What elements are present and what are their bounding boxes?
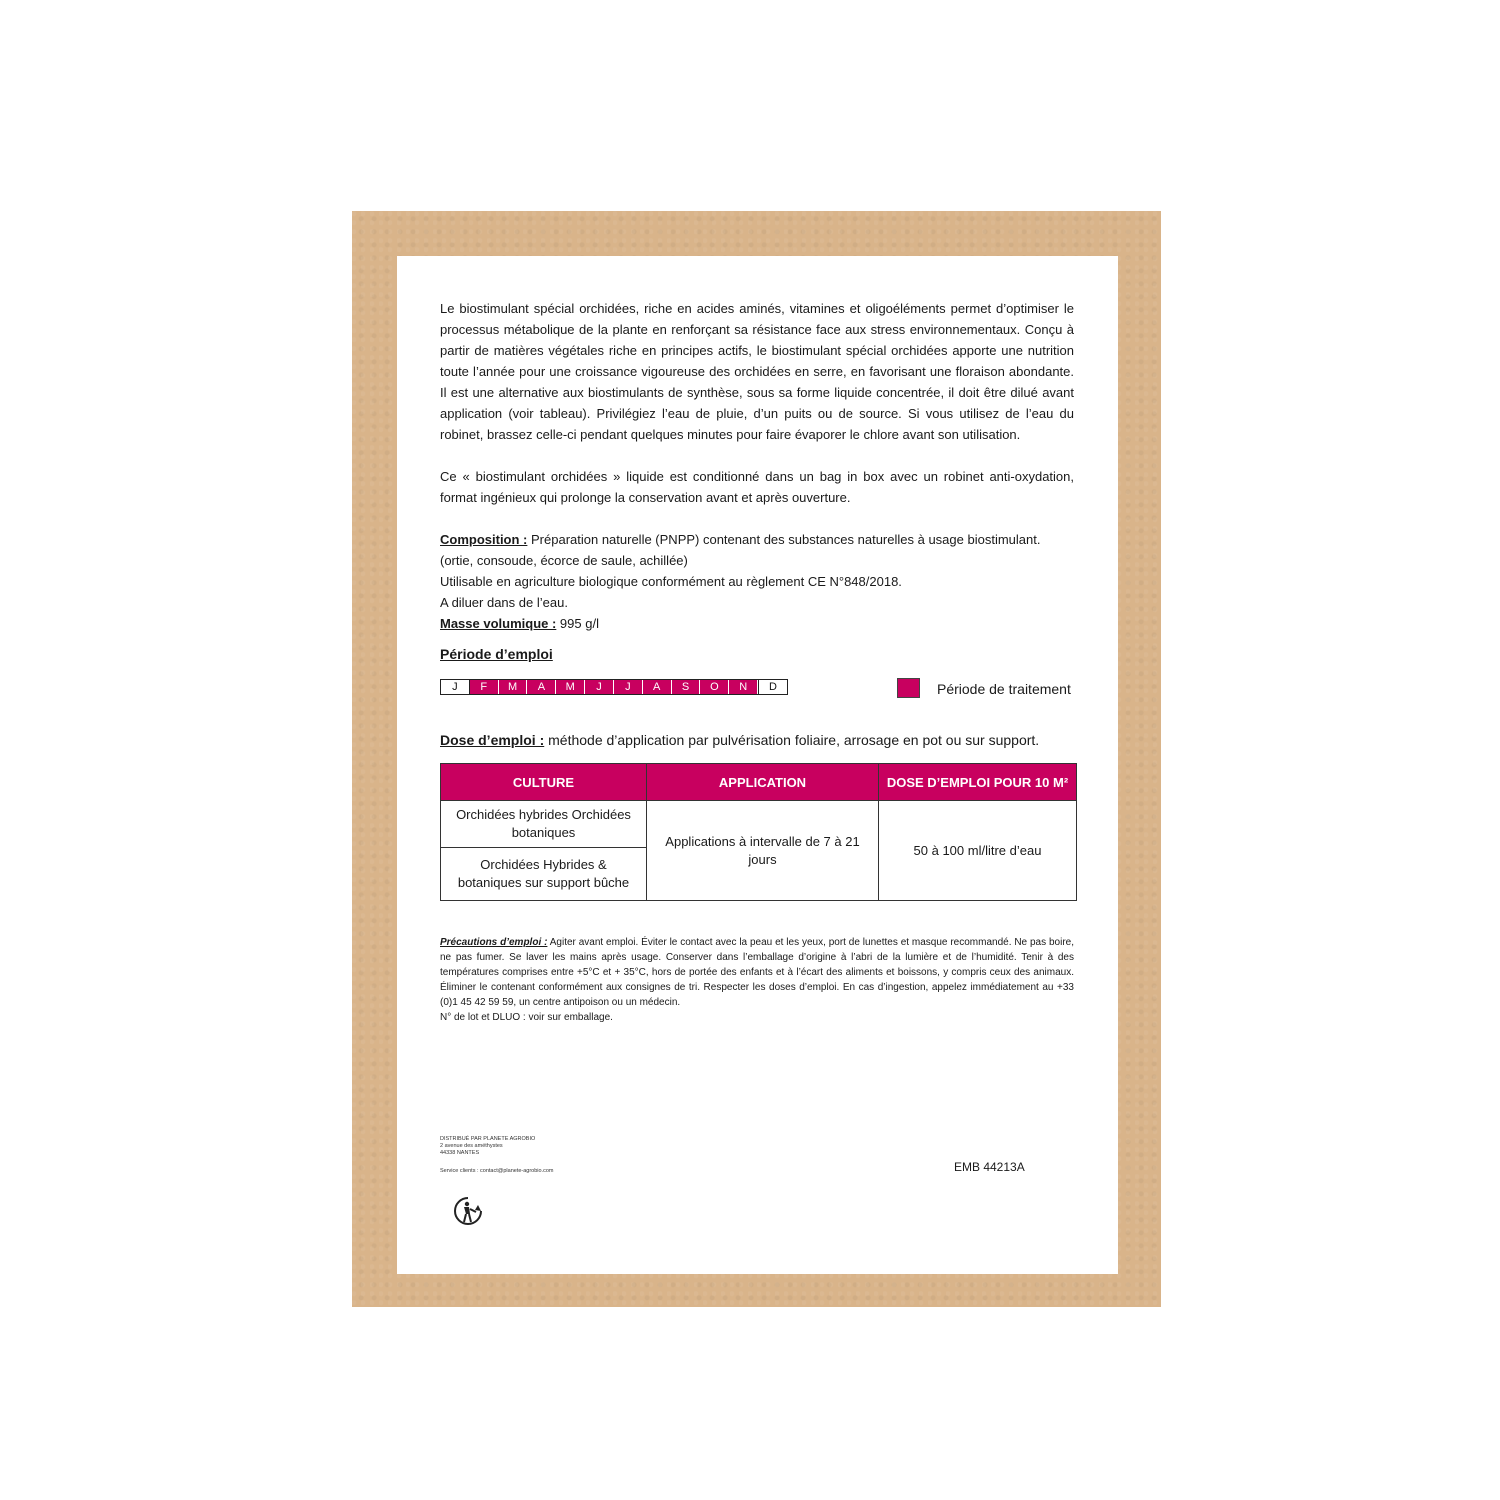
month-cell: F (470, 680, 499, 694)
table-row (441, 801, 1077, 848)
dose-line (440, 732, 1039, 748)
header-culture: CULTURE (441, 764, 647, 801)
composition-label: Composition : (440, 532, 528, 547)
composition-text: Préparation naturelle (PNPP) contenant des substances naturelles à usage biostimulant. (527, 532, 1041, 547)
month-cell: J (441, 680, 470, 694)
month-cell: N (729, 680, 758, 694)
intro-paragraph-2: Ce « biostimulant orchidées » liquide est conditionné dans un bag in box avec un robinet anti-oxydation, format ingénieux qui prolonge la conservation avant et après ouverture. (440, 469, 1074, 505)
triman-recycling-icon (452, 1196, 484, 1226)
month-cell: J (614, 680, 643, 694)
distributor-address: 2 avenue des améthystes (440, 1143, 503, 1149)
month-cell: M (499, 680, 528, 694)
distributor-city: 44338 NANTES (440, 1150, 480, 1156)
month-cell: S (672, 680, 701, 694)
header-application: APPLICATION (647, 764, 879, 801)
month-cell: D (758, 680, 787, 694)
month-cell: M (556, 680, 585, 694)
precautions-body: Agiter avant emploi. Éviter le contact avec la peau et les yeux, port de lunettes et masque recommandé. Ne pas boire, ne pas fumer. Se laver les mains après usage. Conserver dans l’emballage d’origine à l’abri de la lumière et de l’humidité. Tenir à des températures comprises entre +5°C et + 35°C, hors de portée des enfants et à l’écart des aliments et boissons, y compris ceux des animaux. Éliminer le contenant conformément aux consignes de tri. Respecter les doses d’emploi. En cas d’ingestion, appelez immédiatement au +33 (0)1 45 42 59 59, un centre antipoison ou un médecin. (440, 937, 1074, 1008)
month-calendar (440, 679, 788, 695)
precautions-text (440, 935, 1074, 1025)
service-clients: Service clients : contact@planete-agrobio.com (440, 1168, 554, 1174)
table-header-row (441, 764, 1077, 801)
composition-dilution: A diluer dans de l’eau. (440, 595, 568, 610)
precautions-label: Précautions d’emploi : (440, 937, 548, 948)
periode-title: Période d’emploi (440, 646, 553, 662)
legend-swatch (897, 678, 920, 698)
dose-cell: 50 à 100 ml/litre d’eau (879, 801, 1077, 901)
month-cell: A (643, 680, 672, 694)
header-dose: DOSE D’EMPLOI POUR 10 M² (879, 764, 1077, 801)
composition-ingredients: (ortie, consoude, écorce de saule, achillée) (440, 553, 688, 568)
month-cell: A (527, 680, 556, 694)
masse-label: Masse volumique : (440, 616, 557, 631)
legend-text: Période de traitement (937, 681, 1071, 697)
dose-table (440, 763, 1077, 901)
distributor-name: DISTRIBUÉ PAR PLANETE AGROBIO (440, 1136, 536, 1142)
composition-line (440, 529, 1040, 550)
month-cell: J (585, 680, 614, 694)
intro-paragraph-1: Le biostimulant spécial orchidées, riche en acides aminés, vitamines et oligoéléments permet d’optimiser le processus métabolique de la plante en renforçant sa résistance face aux stress environnementaux. Conçu à partir de matières végétales riche en principes actifs, le biostimulant spécial orchidées apporte une nutrition toute l’année pour une croissance vigoureuse des orchidées en serre, en favorisant une floraison abondante. Il est une alternative aux biostimulants de synthèse, sous sa forme liquide concentrée, il doit être dilué avant application (voir tableau). Privilégiez l’eau de pluie, d’un puits ou de source. Si vous utilisez de l’eau du robinet, brassez celle-ci pendant quelques minutes pour faire évaporer le chlore avant son utilisation. (440, 301, 1074, 442)
culture-cell: Orchidées Hybrides & botaniques sur support bûche (441, 848, 647, 901)
composition-bio: Utilisable en agriculture biologique conformément au règlement CE N°848/2018. (440, 574, 902, 589)
dose-label: Dose d’emploi : (440, 732, 545, 748)
lot-info: N° de lot et DLUO : voir sur emballage. (440, 1012, 613, 1023)
emb-code: EMB 44213A (954, 1160, 1025, 1174)
month-cell: O (700, 680, 729, 694)
dose-text: méthode d’application par pulvérisation foliaire, arrosage en pot ou sur support. (544, 732, 1040, 748)
masse-value: 995 g/l (556, 616, 599, 631)
masse-volumique-line (440, 613, 599, 634)
application-cell: Applications à intervalle de 7 à 21 jours (647, 801, 879, 901)
culture-cell: Orchidées hybrides Orchidées botaniques (441, 801, 647, 848)
